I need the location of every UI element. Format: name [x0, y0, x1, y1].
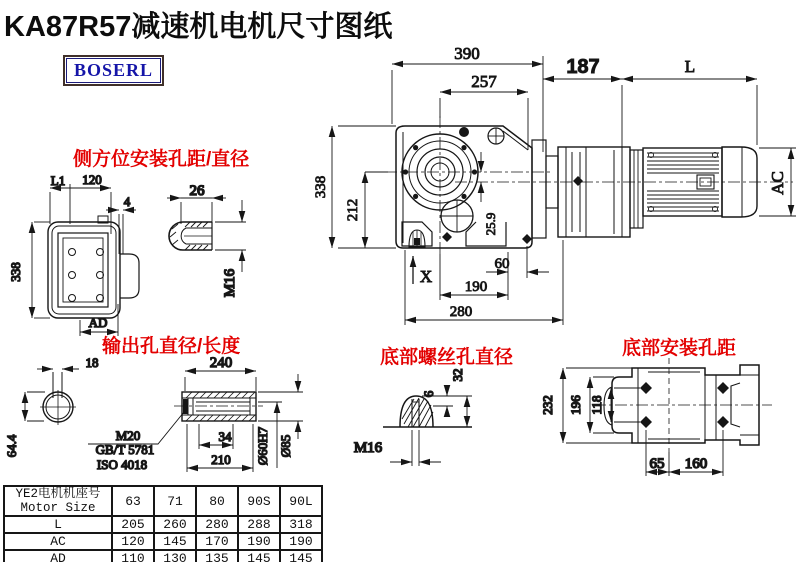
- dim-AD: AD: [88, 315, 108, 330]
- table-cell: 170: [196, 533, 238, 550]
- table-cell: 190: [238, 533, 280, 550]
- dim-257: 257: [471, 72, 497, 91]
- label-output-hole: 输出孔直径/长度: [102, 336, 241, 357]
- row-label: L: [4, 516, 112, 533]
- dim-212: 212: [345, 198, 361, 222]
- side-view-holes: [69, 249, 104, 302]
- table-header-cn: YE2电机机座号: [15, 487, 101, 501]
- table-row-L: [4, 516, 322, 533]
- side-bolt-view: [167, 183, 246, 297]
- row-label: AD: [4, 550, 112, 562]
- table-cell: 280: [196, 516, 238, 533]
- table-cell: 288: [238, 516, 280, 533]
- table-cell: 318: [280, 516, 322, 533]
- plug-screw-icon: [459, 127, 469, 137]
- table-header-en: Motor Size: [20, 501, 96, 515]
- table-cell: 135: [196, 550, 238, 562]
- table-cell: 120: [112, 533, 154, 550]
- gearbox-front-view: [385, 116, 558, 254]
- label-side-mount: 侧方位安装孔距/直径: [73, 149, 250, 170]
- dim-GBT5781: GB/T 5781: [95, 442, 155, 457]
- side-view: [8, 172, 139, 336]
- dim-210: 210: [211, 452, 231, 467]
- row-label: AC: [4, 533, 112, 550]
- label-bottom-screw: 底部螺丝孔直径: [380, 347, 514, 368]
- dim-60H7: Ø60H7: [255, 426, 270, 466]
- col-header: 63: [112, 486, 154, 516]
- table-cell: 190: [280, 533, 322, 550]
- shaft-hatching: [186, 392, 255, 421]
- dim-338-side: 338: [8, 262, 23, 282]
- dim-232: 232: [540, 395, 555, 415]
- table-cell: 145: [238, 550, 280, 562]
- dim-338-main: 338: [313, 175, 329, 199]
- dim-26: 26: [189, 183, 205, 199]
- dim-AC: AC: [768, 171, 787, 195]
- dim-X: X: [419, 267, 433, 286]
- dim-ISO4018: ISO 4018: [96, 457, 148, 472]
- col-header: 80: [196, 486, 238, 516]
- dim-25-9: 25.9: [483, 212, 498, 236]
- main-dimensions: [313, 44, 796, 325]
- brand-logo-text: BOSERL: [66, 58, 161, 83]
- dim-120: 120: [82, 172, 102, 187]
- dim-L1: L1: [50, 173, 66, 188]
- page-title: KA87R57减速机电机尺寸图纸: [4, 11, 393, 43]
- table-cell: 145: [280, 550, 322, 562]
- dim-280: 280: [449, 304, 473, 320]
- dim-32: 32: [450, 368, 465, 382]
- table-header-cell: [4, 486, 112, 516]
- side-bolt-dims: [167, 198, 246, 272]
- dim-85: Ø85: [278, 434, 293, 458]
- table-header-row: [4, 486, 322, 516]
- table-cell: 110: [112, 550, 154, 562]
- dim-4: 4: [123, 194, 131, 209]
- dim-M16-bottom: M16: [353, 440, 383, 456]
- col-header: 90S: [238, 486, 280, 516]
- dim-390: 390: [454, 44, 480, 63]
- table-row-AC: [4, 533, 322, 550]
- dim-240: 240: [209, 355, 233, 371]
- dim-64-4: 64.4: [4, 434, 19, 458]
- dim-L: L: [684, 57, 696, 76]
- dim-60: 60: [494, 256, 510, 272]
- output-shaft-view: [85, 355, 303, 472]
- dim-187: 187: [566, 56, 600, 78]
- dim-118: 118: [589, 395, 604, 415]
- dim-18: 18: [85, 355, 99, 370]
- table-cell: 205: [112, 516, 154, 533]
- col-header: 71: [154, 486, 196, 516]
- output-end-view: [4, 355, 99, 457]
- motor-size-table: [3, 485, 323, 562]
- dim-M16-side: M16: [222, 268, 238, 298]
- col-header: 90L: [280, 486, 322, 516]
- dim-6: 6: [421, 390, 436, 398]
- table-cell: 145: [154, 533, 196, 550]
- dim-190: 190: [464, 279, 488, 295]
- dim-M20: M20: [115, 428, 141, 443]
- table-row-AD: [4, 550, 322, 562]
- label-bottom-mount: 底部安装孔距: [622, 338, 737, 359]
- dim-160: 160: [684, 456, 708, 472]
- dim-196: 196: [568, 395, 583, 415]
- dim-65: 65: [649, 456, 665, 472]
- bottom-screw-view: [354, 369, 472, 467]
- table-cell: 260: [154, 516, 196, 533]
- bottom-mount-view: [540, 358, 772, 476]
- dim-34: 34: [218, 429, 232, 444]
- table-cell: 130: [154, 550, 196, 562]
